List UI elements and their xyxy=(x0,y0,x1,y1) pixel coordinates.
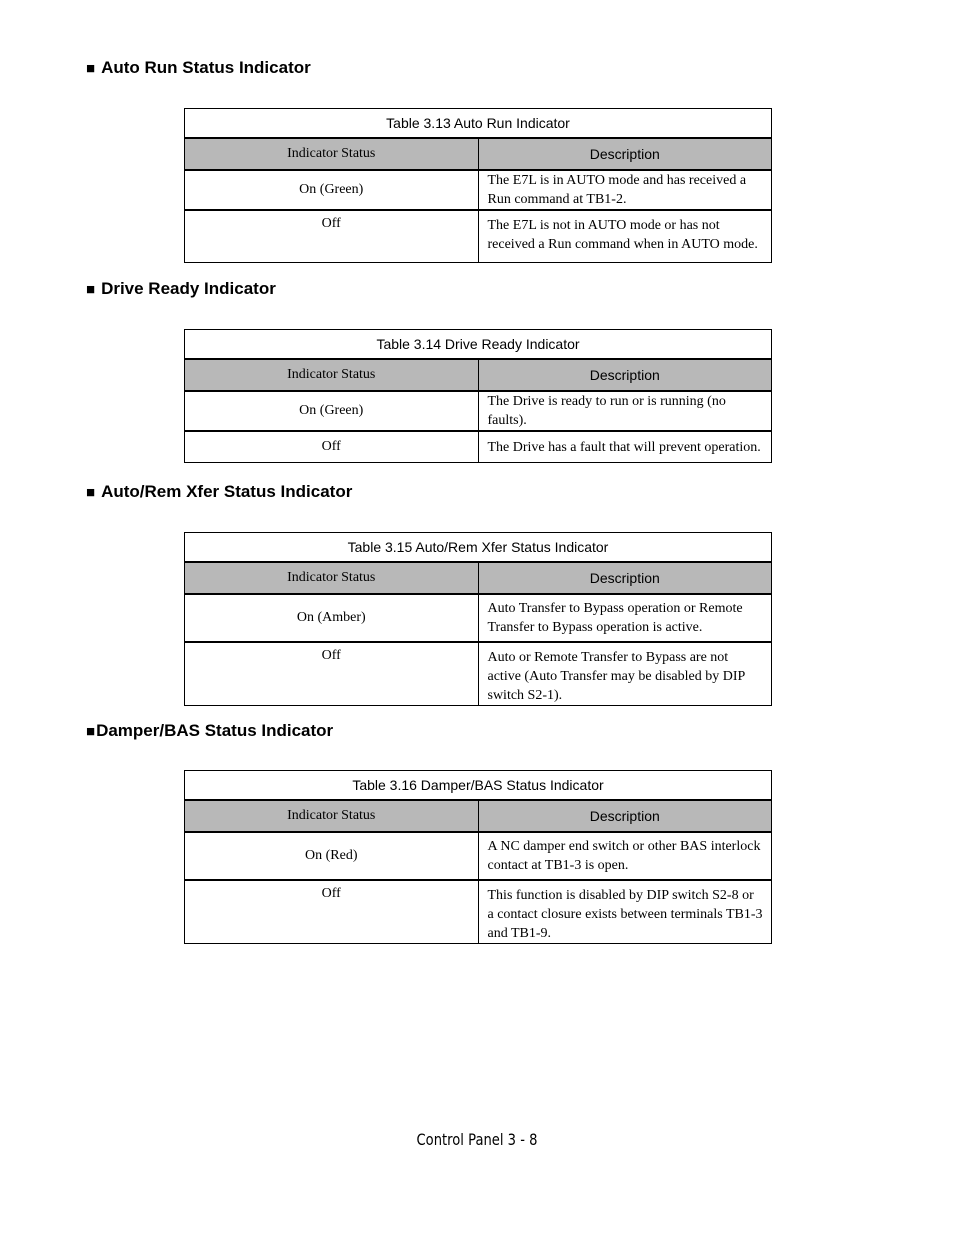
column-header-indicator-status: Indicator Status xyxy=(185,800,479,832)
indicator-status-cell: On (Amber) xyxy=(185,594,479,642)
heading-text: Damper/BAS Status Indicator xyxy=(96,721,334,740)
column-header-indicator-status: Indicator Status xyxy=(185,138,479,170)
auto-rem-xfer-indicator-table xyxy=(184,532,772,706)
auto-run-indicator-table xyxy=(184,108,772,263)
indicator-status-cell: Off xyxy=(185,642,479,706)
indicator-status-cell: Off xyxy=(185,880,479,944)
description-cell: This function is disabled by DIP switch S2-8 or a contact closure exists between terminals TB1-3 and TB1-9. xyxy=(478,880,772,944)
heading-text: Drive Ready Indicator xyxy=(101,279,276,298)
section-heading-auto-rem-xfer xyxy=(86,482,352,502)
indicator-status-cell: Off xyxy=(185,431,479,463)
table-row xyxy=(185,594,772,642)
square-bullet-icon: ■ xyxy=(86,60,96,77)
table-row xyxy=(185,832,772,880)
section-heading-auto-run xyxy=(86,58,311,78)
table-row xyxy=(185,210,772,263)
description-cell: The E7L is in AUTO mode and has received a Run command at TB1-2. xyxy=(478,170,772,210)
description-cell: A NC damper end switch or other BAS interlock contact at TB1-3 is open. xyxy=(478,832,772,880)
section-heading-drive-ready xyxy=(86,279,276,299)
column-header-indicator-status: Indicator Status xyxy=(185,562,479,594)
table-caption: Table 3.16 Damper/BAS Status Indicator xyxy=(185,771,772,801)
column-header-description: Description xyxy=(478,359,772,391)
square-bullet-icon: ■ xyxy=(86,723,96,740)
drive-ready-indicator-table xyxy=(184,329,772,463)
table-row xyxy=(185,391,772,431)
section-heading-damper-bas xyxy=(86,721,333,741)
column-header-description: Description xyxy=(478,800,772,832)
indicator-status-cell: On (Green) xyxy=(185,170,479,210)
heading-text: Auto Run Status Indicator xyxy=(101,58,311,77)
description-cell: The E7L is not in AUTO mode or has not received a Run command when in AUTO mode. xyxy=(478,210,772,263)
square-bullet-icon: ■ xyxy=(86,281,96,298)
table-row xyxy=(185,170,772,210)
description-cell: The Drive is ready to run or is running (no faults). xyxy=(478,391,772,431)
column-header-indicator-status: Indicator Status xyxy=(185,359,479,391)
indicator-status-cell: On (Red) xyxy=(185,832,479,880)
page-footer: Control Panel 3 - 8 xyxy=(416,1130,538,1149)
description-cell: Auto or Remote Transfer to Bypass are not active (Auto Transfer may be disabled by DIP switch S2-1). xyxy=(478,642,772,706)
description-cell: The Drive has a fault that will prevent operation. xyxy=(478,431,772,463)
table-row xyxy=(185,431,772,463)
indicator-status-cell: On (Green) xyxy=(185,391,479,431)
table-caption: Table 3.14 Drive Ready Indicator xyxy=(185,330,772,360)
table-caption: Table 3.15 Auto/Rem Xfer Status Indicator xyxy=(185,533,772,563)
square-bullet-icon: ■ xyxy=(86,484,96,501)
table-row xyxy=(185,642,772,706)
column-header-description: Description xyxy=(478,138,772,170)
indicator-status-cell: Off xyxy=(185,210,479,263)
table-caption: Table 3.13 Auto Run Indicator xyxy=(185,109,772,139)
heading-text: Auto/Rem Xfer Status Indicator xyxy=(101,482,353,501)
column-header-description: Description xyxy=(478,562,772,594)
description-cell: Auto Transfer to Bypass operation or Remote Transfer to Bypass operation is active. xyxy=(478,594,772,642)
damper-bas-indicator-table xyxy=(184,770,772,944)
table-row xyxy=(185,880,772,944)
